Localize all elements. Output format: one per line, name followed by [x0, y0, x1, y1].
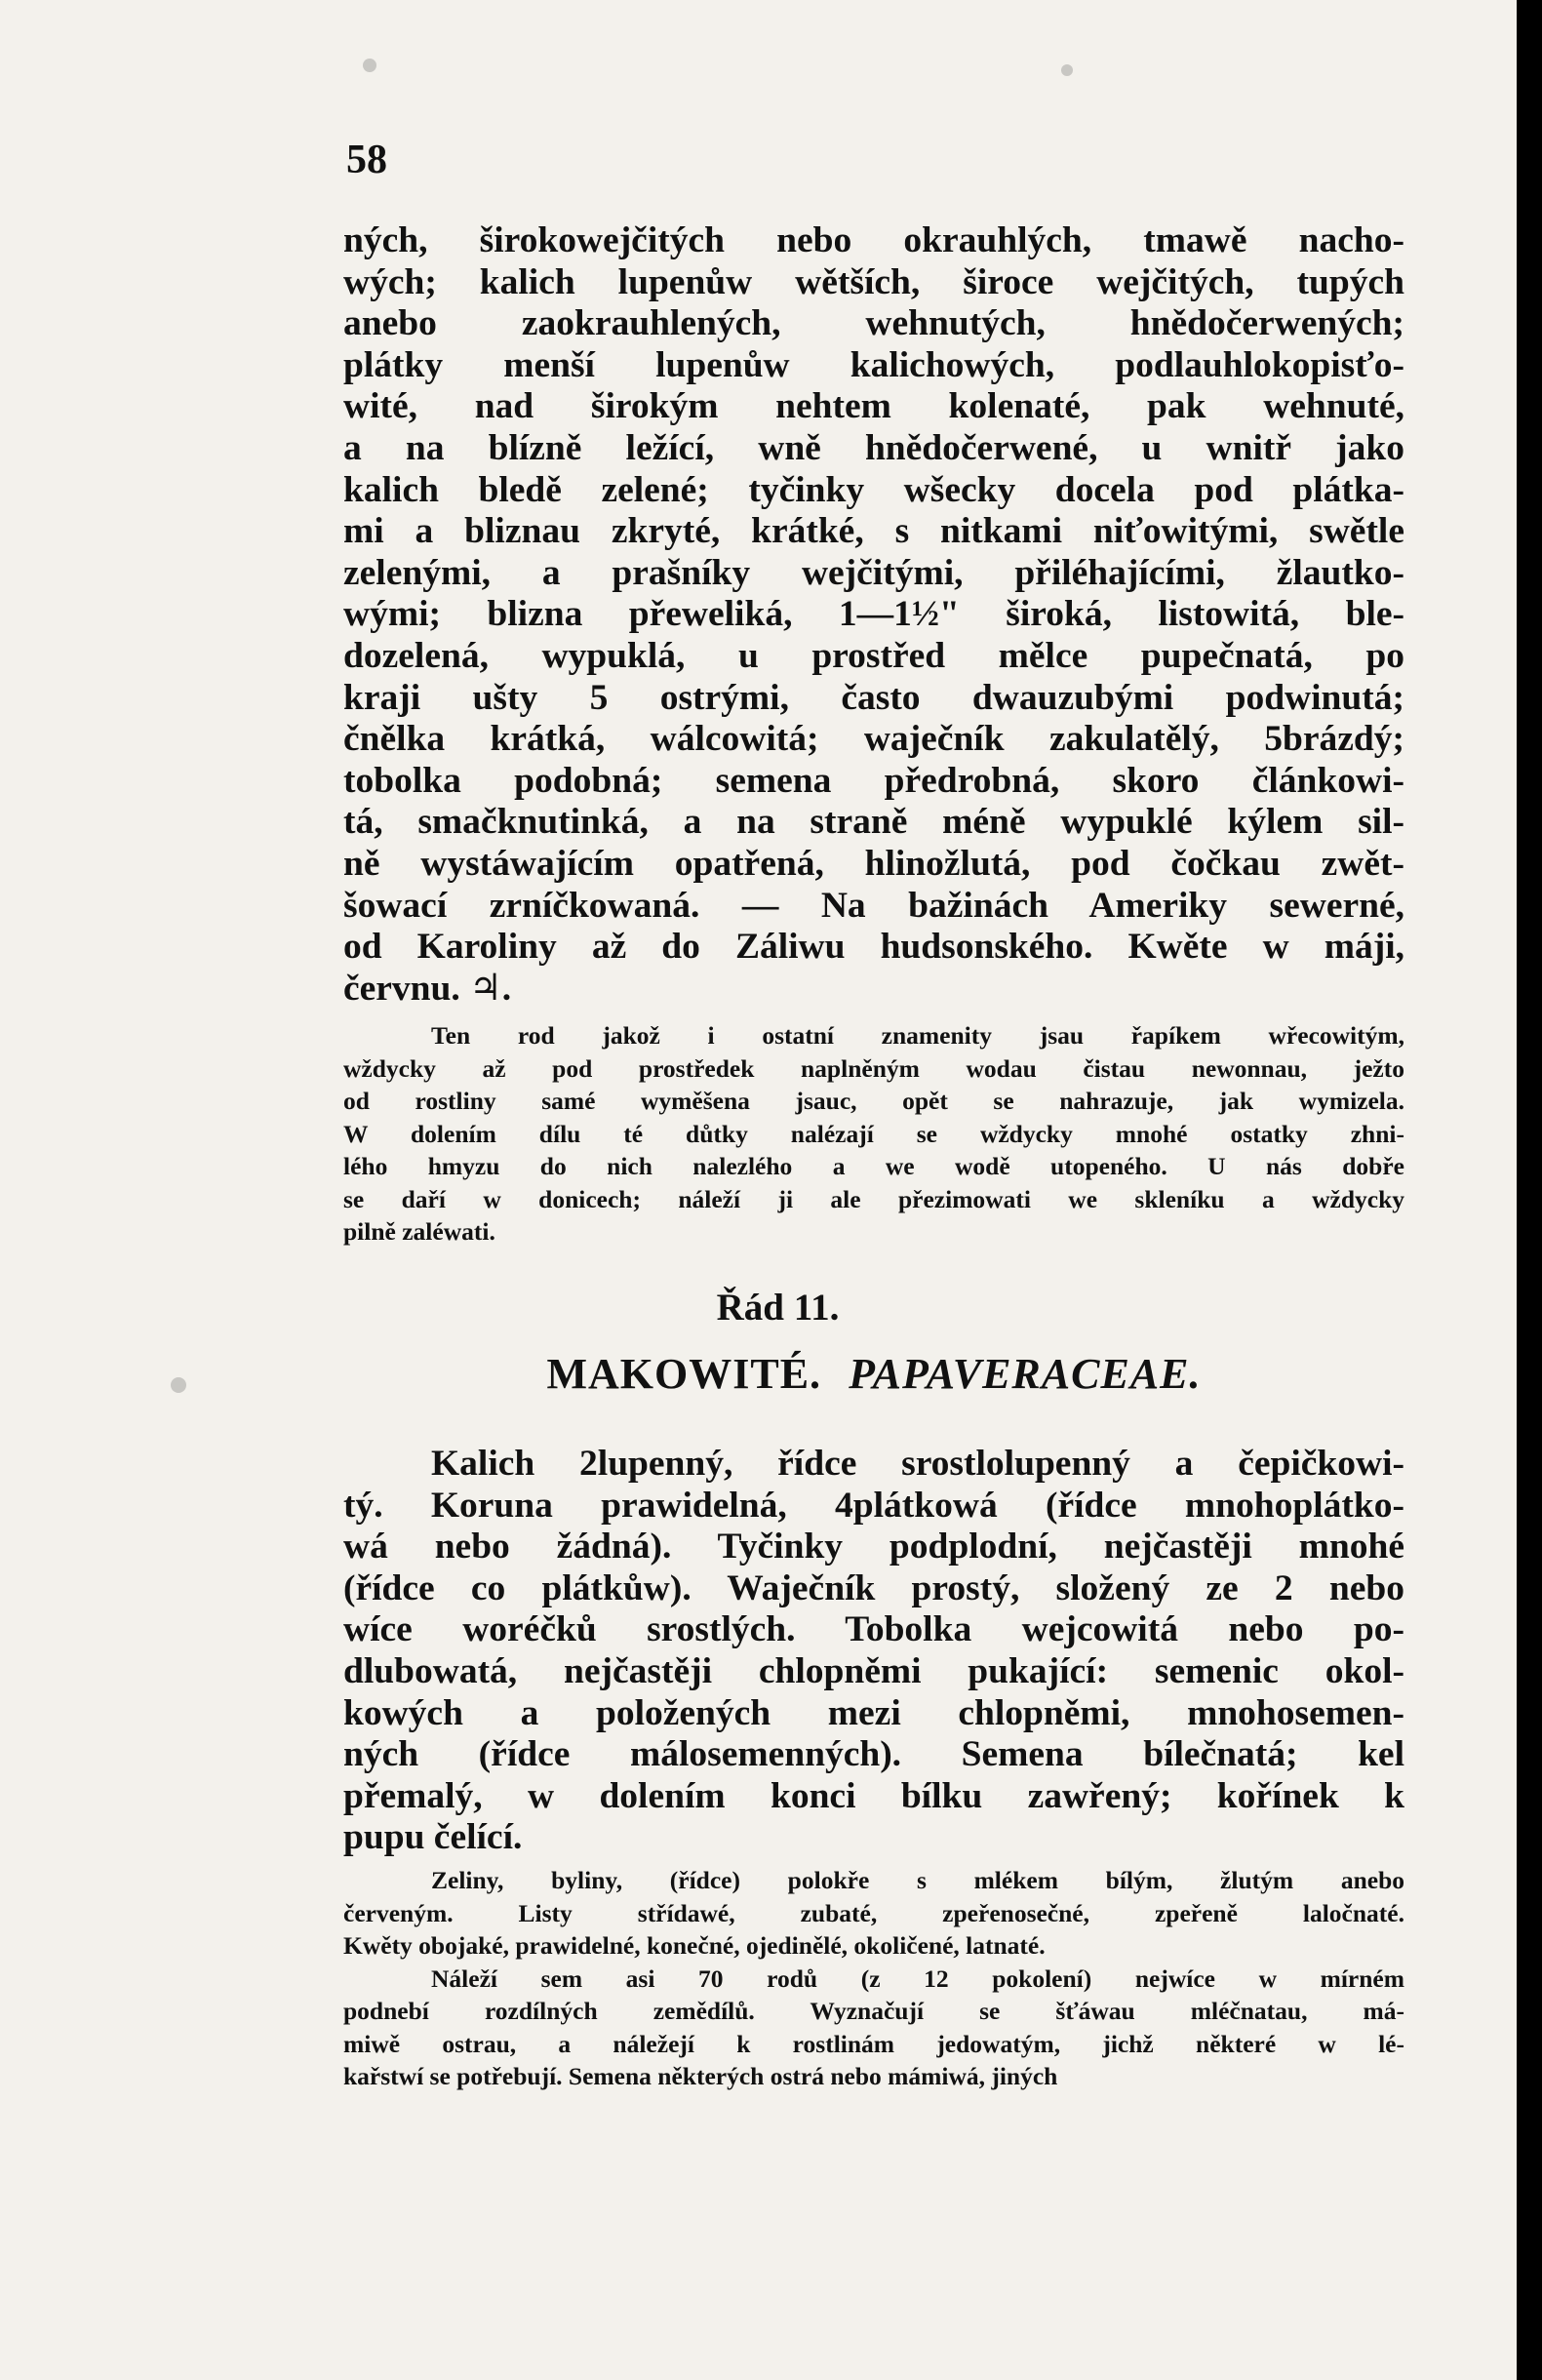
- text-line: W dolením dílu té důtky nalézají se wždycky mnohé ostatky zhni-: [343, 1119, 1404, 1148]
- text-line: od rostliny samé wyměšena jsauc, opět se nahrazuje, jak wymizela.: [343, 1087, 1404, 1115]
- text-line: pilně zaléwati.: [343, 1217, 495, 1246]
- text-line: Ten rod jakož i ostatní znamenity jsau řapíkem wřecowitým,: [431, 1021, 1404, 1050]
- text-line: wými; blizna přeweliká, 1—1½" široká, listowitá, ble-: [343, 594, 1404, 635]
- text-line: kraji ušty 5 ostrými, často dwauzubými podwinutá;: [343, 677, 1404, 718]
- text-line: dozelená, wypuklá, u prostřed mělce pupečnatá, po: [343, 635, 1404, 676]
- text-line: dlubowatá, nejčastěji chlopněmi pukající: semenic okol-: [343, 1650, 1404, 1691]
- text-line: Náleží sem asi 70 rodů (z 12 pokolení) nejwíce w mírném: [431, 1964, 1404, 1993]
- page-edge-shadow: [1517, 0, 1542, 2380]
- text-line: anebo zaokrauhlených, wehnutých, hnědočerwených;: [343, 303, 1404, 344]
- text-line: wždycky až pod prostředek naplněným wodau čistau newonnau, ježto: [343, 1053, 1404, 1083]
- footnote-family: [343, 1864, 1404, 2093]
- text-line: wíce woréčků srostlých. Tobolka wejcowitá nebo po-: [343, 1609, 1404, 1650]
- text-line: miwě ostrau, a náležejí k rostlinám jedowatým, jichž některé w lé-: [343, 2029, 1404, 2058]
- text-line: kowých a položených mezi chlopněmi, mnohosemen-: [343, 1692, 1404, 1733]
- text-line: kalich bledě zelené; tyčinky wšecky docela pod plátka-: [343, 469, 1404, 510]
- footnote-genus: [343, 1019, 1404, 1249]
- text-line: plátky menší lupenůw kalichowých, podlauhlokopisťo-: [343, 344, 1404, 385]
- text-line: tá, smačknutinká, a na straně méně wypuklé kýlem sil-: [343, 802, 1404, 843]
- text-line: ných (řídce málosemenných). Semena bílečnatá; kel: [343, 1734, 1404, 1775]
- text-line: tý. Koruna prawidelná, 4plátkowá (řídce mnohoplátko-: [343, 1485, 1404, 1526]
- text-line: od Karoliny až do Záliwu hudsonského. Kwěte w máji,: [343, 927, 1404, 968]
- text-line: Kalich 2lupenný, řídce srostlolupenný a čepičkowi-: [431, 1444, 1404, 1484]
- text-line: tobolka podobná; semena předrobná, skoro článkowi-: [343, 760, 1404, 801]
- text-line: zelenými, a prašníky wejčitými, přiléhajícími, žlautko-: [343, 552, 1404, 593]
- text-line: červeným. Listy střídawé, zubaté, zpeřenosečné, zpeřeně laločnaté.: [343, 1898, 1404, 1927]
- species-description: [343, 220, 1404, 1010]
- text-line: mi a bliznau zkryté, krátké, s nitkami niťowitými, swětle: [343, 511, 1404, 552]
- text-line: Zeliny, byliny, (řídce) polokře s mlékem bílým, žlutým anebo: [431, 1866, 1404, 1894]
- text-line: šowací zrníčkowaná. — Na bažinách Ameriky sewerné,: [343, 885, 1404, 926]
- paper-spot: [171, 1377, 186, 1393]
- text-line: přemalý, w dolením konci bílku zawřený; kořínek k: [343, 1775, 1404, 1816]
- page-number: 58: [346, 138, 387, 182]
- family-name-latin: PAPAVERACEAE.: [849, 1350, 1202, 1398]
- family-description: [343, 1444, 1404, 1859]
- text-line: a na blízně ležící, wně hnědočerwené, u wnitř jako: [343, 427, 1404, 468]
- paper-spot: [363, 59, 376, 72]
- text-line: ných, širokowejčitých nebo okrauhlých, tmawě nacho-: [343, 220, 1404, 260]
- family-name-czech: MAKOWITÉ.: [546, 1350, 822, 1398]
- paper-spot: [1061, 64, 1073, 76]
- text-line: Kwěty obojaké, prawidelné, konečné, ojedinělé, okoličené, latnaté.: [343, 1931, 1046, 1960]
- text-line: wité, nad širokým nehtem kolenaté, pak wehnuté,: [343, 386, 1404, 427]
- text-line: (řídce co plátkůw). Waječník prostý, složený ze 2 nebo: [343, 1567, 1404, 1608]
- text-line: se daří w donicech; náleží ji ale přezimowati we skleníku a wždycky: [343, 1184, 1404, 1213]
- text-line: červnu. ♃.: [343, 968, 512, 1009]
- text-line: pupu čelící.: [343, 1817, 523, 1858]
- text-line: čnělka krátká, wálcowitá; waječník zakulatělý, 5brázdý;: [343, 719, 1404, 760]
- order-heading: Řád 11.: [716, 1287, 840, 1329]
- text-line: wých; kalich lupenůw wětších, široce wejčitých, tupých: [343, 261, 1404, 302]
- text-line: wá nebo žádná). Tyčinky podplodní, nejčastěji mnohé: [343, 1527, 1404, 1567]
- text-line: podnebí rozdílných zemědílů. Wyznačují se šťáwau mléčnatau, má-: [343, 1997, 1404, 2025]
- text-line: ně wystáwajícím opatřená, hlinožlutá, pod čočkau zwět-: [343, 843, 1404, 884]
- text-line: kařstwí se potřebují. Semena některých ostrá nebo mámiwá, jiných: [343, 2062, 1058, 2090]
- family-title: [343, 1349, 1404, 1399]
- text-line: lého hmyzu do nich nalezlého a we wodě utopeného. U nás dobře: [343, 1152, 1404, 1180]
